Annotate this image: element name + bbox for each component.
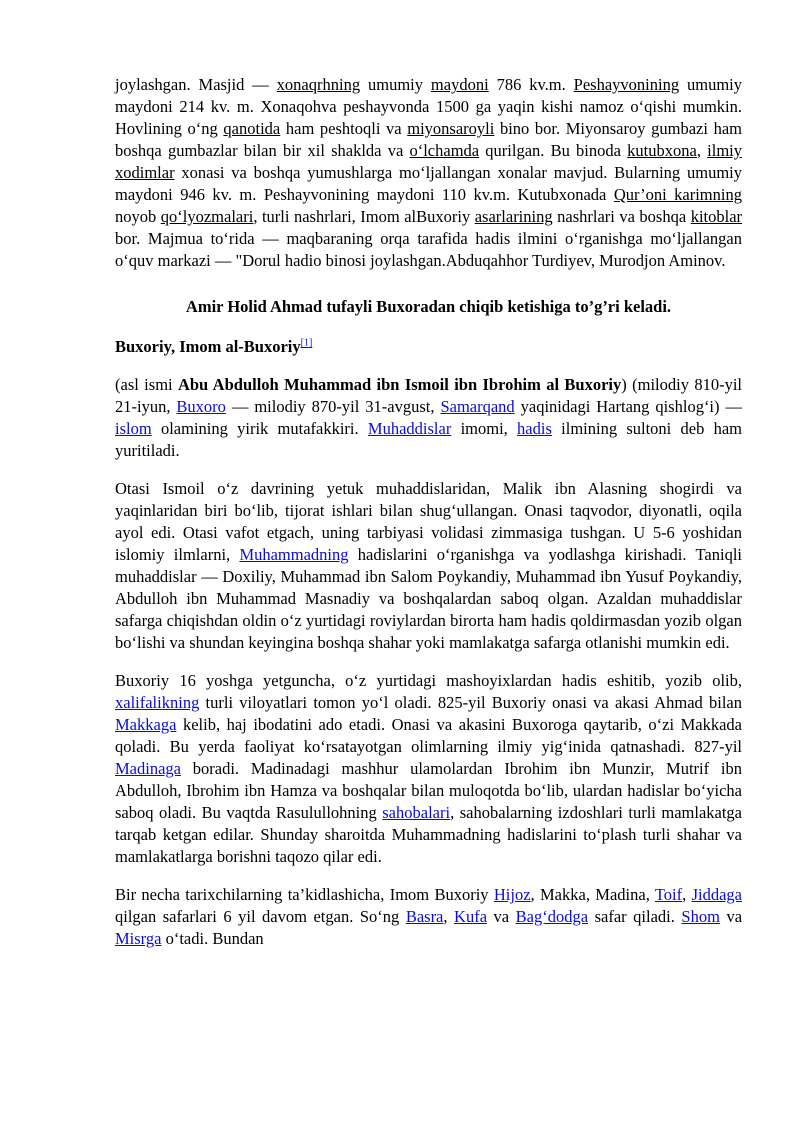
link-jiddaga[interactable]: Jiddaga	[691, 885, 742, 904]
link-miyonsaroyli[interactable]: miyonsaroyli	[407, 119, 495, 138]
text: bor. Majmua to‘rida — maqbaraning orqa tarafida hadis ilmini o‘rganishga mo‘ljallangan o‘quv markazi — "Dorul hadio binosi joylashgan.Abduqahhor Turdiyev, Murodjon Aminov.	[115, 229, 742, 270]
text: , turli nashrlari, Imom alBuxoriy	[253, 207, 475, 226]
text: , Makka, Madina,	[530, 885, 655, 904]
text: qilgan safarlari 6 yil davom etgan. So‘ng	[115, 907, 406, 926]
text: — milodiy 870-yil 31-avgust,	[225, 397, 441, 416]
link-muhammadning[interactable]: Muhammadning	[239, 545, 349, 564]
link-hadis[interactable]: hadis	[517, 419, 552, 438]
link-shom[interactable]: Shom	[681, 907, 720, 926]
link-hijoz[interactable]: Hijoz	[493, 885, 531, 904]
link-makkaga[interactable]: Makkaga	[115, 715, 177, 734]
footnote-ref-link[interactable]: [1]	[300, 337, 313, 349]
paragraph-safar	[115, 670, 742, 868]
text: nashrlari va boshqa	[552, 207, 691, 226]
link-maydoni[interactable]: maydoni	[430, 75, 489, 94]
link-misrga[interactable]: Misrga	[115, 929, 162, 948]
link-qanotida[interactable]: qanotida	[223, 119, 281, 138]
subheading-rest: , Imom al-Buxoriy	[170, 337, 301, 356]
link-sahobalari[interactable]: sahobalari	[382, 803, 451, 822]
text: boradi. Madinadagi mashhur ulamolardan Ibrohim ibn Munzir, Mutrif ibn Abdulloh, Ibrohim ibn Hamza va boshqalar bilan muloqotda bo‘lib, ulardan hadislar bo‘yicha saboq oladi. Bu vaqtda Rasulullohning	[115, 759, 742, 822]
link-olchamda[interactable]: o‘lchamda	[409, 141, 480, 160]
link-kutubxona[interactable]: kutubxona	[627, 141, 697, 160]
paragraph-otasi	[115, 478, 742, 654]
link-muhaddislar[interactable]: Muhaddislar	[367, 419, 452, 438]
text: ilmining sultoni deb ham yuritiladi.	[115, 419, 743, 460]
subheading-title: Buxoriy	[115, 337, 171, 356]
document-page	[115, 74, 742, 950]
full-name: Abu Abdulloh Muhammad ibn Ismoil ibn Ibrohim al Buxoriy	[177, 375, 622, 394]
text: olamining yirik mutafakkiri.	[151, 419, 368, 438]
link-qolyozmalari[interactable]: qo‘lyozmalari	[160, 207, 254, 226]
text: umumiy maydoni 214 kv. m. Xonaqohva peshayvonda 1500 ga yaqin kishi namoz o‘qishi mumkin. Hovlining o‘ng	[115, 75, 742, 138]
link-toif[interactable]: Toif	[654, 885, 683, 904]
text: bino bor. Miyonsaroy gumbazi ham boshqa gumbazlar bilan bir xil shaklda va	[115, 119, 742, 160]
text: ,	[443, 907, 455, 926]
text: xonasi va boshqa yumushlarga mo‘ljallangan xonalar mavjud. Bularning umumiy maydoni 946 kv. m. Peshayvonining maydoni 110 kv.m. Kutubxonada	[115, 163, 742, 204]
link-madinaga[interactable]: Madinaga	[115, 759, 181, 778]
link-buxoro[interactable]: Buxoro	[176, 397, 226, 416]
link-samarqand[interactable]: Samarqand	[440, 397, 515, 416]
link-xalifalikning[interactable]: xalifalikning	[115, 693, 200, 712]
link-kitoblar[interactable]: kitoblar	[690, 207, 743, 226]
text: safar qiladi.	[588, 907, 682, 926]
paragraph-majmua	[115, 74, 742, 272]
text: turli viloyatlari tomon yo‘l oladi. 825-yil Buxoriy onasi va akasi Ahmad bilan	[199, 693, 742, 712]
text: imomi,	[451, 419, 518, 438]
text: Otasi Ismoil o‘z davrining yetuk muhaddislaridan, Malik ibn Alasning shogirdi va yaqinlaridan biri bo‘lib, tijorat ishlari bilan shug‘ullangan. Onasi taqvodor, diyonatli, oqila ayol edi. Otasi vafot etgach, uning tarbiyasi volidasi zimmasiga tushgan. U 5-6 yoshidan islomiy ilmlarni,	[115, 479, 742, 564]
text: joylashgan. Masjid —	[115, 75, 277, 94]
text: va	[487, 907, 516, 926]
text: ) (milodiy 810-yil 21-iyun,	[115, 375, 742, 416]
text: 786 kv.m.	[488, 75, 574, 94]
link-xonaqrhning[interactable]: xonaqrhning	[276, 75, 361, 94]
text: ,	[696, 141, 708, 160]
link-islom[interactable]: islom	[115, 419, 152, 438]
paragraph-tarixchilar	[115, 884, 742, 950]
text: umumiy	[360, 75, 431, 94]
text: hadislarini o‘rganishga va yodlashga kirishadi. Taniqli muhaddislar — Doxiliy, Muhammad ibn Salom Poykandiy, Muhammad ibn Yusuf Poykandiy, Abdulloh ibn Muhammad Masnadiy va boshqalardan saboq olgan. Azaldan muhaddislar safarga chiqishdan oldin o‘z yurtidagi roviylardan birorta ham hadis qoldirmasdan yozib olgan bo‘lishi va shundan keyingina boshqa shahar yoki mamlakatga safarga otlanishi mumkin edi.	[115, 545, 742, 652]
text: Bir necha tarixchilarning ta’kidlashicha, Imom Buxoriy	[115, 885, 494, 904]
text: va	[719, 907, 743, 926]
link-peshayvonining[interactable]: Peshayvonining	[573, 75, 680, 94]
text: (asl ismi	[115, 375, 178, 394]
section-heading: Amir Holid Ahmad tufayli Buxoradan chiqib ketishiga to’g’ri keladi.	[185, 297, 672, 316]
link-quroni-karimning[interactable]: Qur’oni karimning	[613, 185, 742, 204]
text: yaqinidagi Hartang qishlog‘i) —	[514, 397, 742, 416]
text: o‘tadi. Bundan	[161, 929, 264, 948]
text: qurilgan. Bu binoda	[479, 141, 628, 160]
text: , sahobalarning izdoshlari turli mamlakatga tarqab ketgan edilar. Shunday sharoitda Muhammadning hadislarini to‘plash turli shahar va mamlakatlarga borishni taqozo qilar edi.	[115, 803, 743, 866]
text: Buxoriy 16 yoshga yetguncha, o‘z yurtidagi mashoyixlardan hadis eshitib, yozib olib,	[115, 671, 742, 690]
text: ham peshtoqli va	[280, 119, 408, 138]
paragraph-intro	[115, 374, 742, 462]
link-ilmiy-xodimlar[interactable]: ilmiy xodimlar	[115, 141, 743, 182]
link-bagdodga[interactable]: Bag‘dodga	[515, 907, 589, 926]
subheading	[115, 336, 742, 358]
link-basra[interactable]: Basra	[405, 907, 444, 926]
text: noyob	[115, 207, 161, 226]
link-kufa[interactable]: Kufa	[454, 907, 488, 926]
text: ,	[682, 885, 692, 904]
text: kelib, haj ibodatini ado etadi. Onasi va akasini Buxoroga qaytarib, o‘zi Makkada qoladi. Bu yerda faoliyat ko‘rsatayotgan olimlarning ilmiy yig‘inida qatnashadi. 827-yil	[115, 715, 742, 756]
link-asarlarining[interactable]: asarlarining	[474, 207, 553, 226]
